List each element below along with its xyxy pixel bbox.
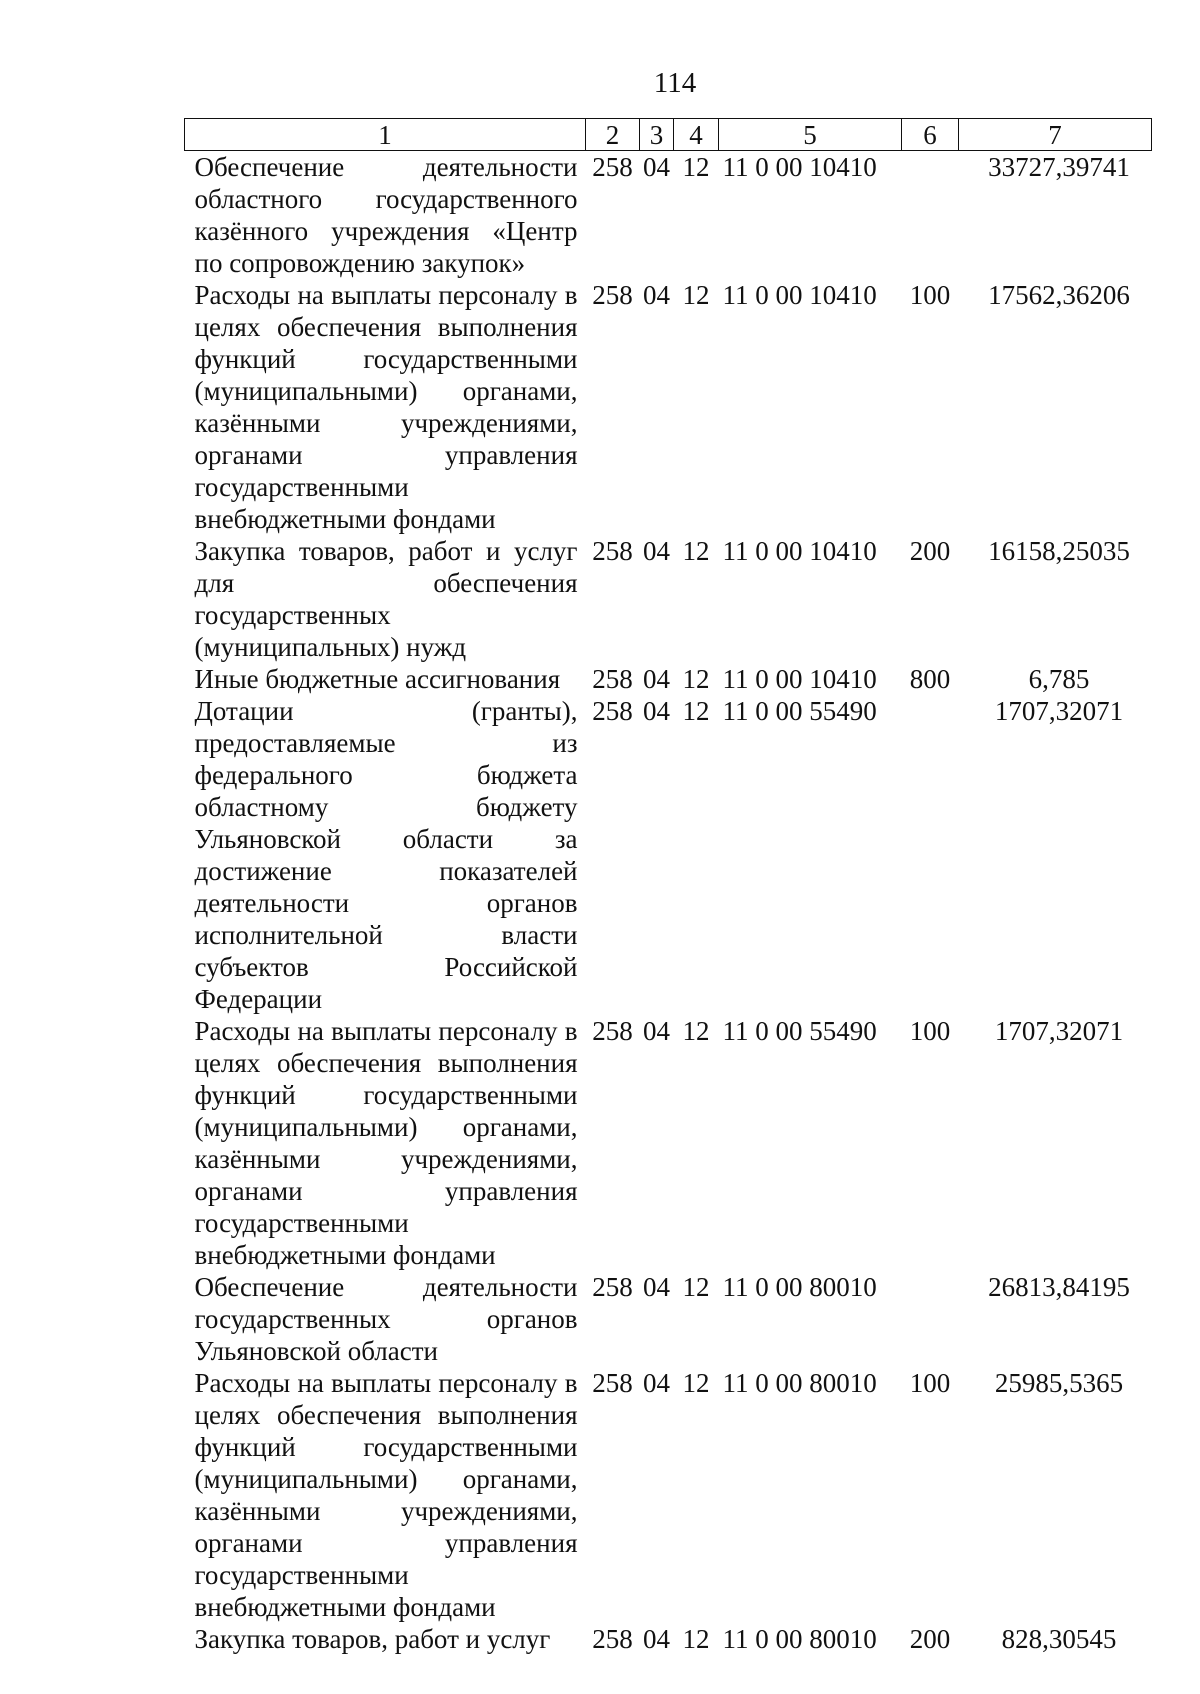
row-subsection-code: 12: [682, 1368, 710, 1398]
table-body: [185, 151, 1152, 1656]
row-section-code: 04: [643, 1272, 670, 1302]
row-amount: 1707,32071: [994, 696, 1124, 726]
row-ministry-code: 258: [592, 1272, 633, 1302]
row-target-code: 11 0 00 10410: [722, 280, 877, 310]
row-target-code: 11 0 00 10410: [722, 152, 877, 182]
row-amount: 16158,25035: [988, 536, 1130, 566]
row-section-code: 04: [643, 152, 670, 182]
row-target-code: 11 0 00 55490: [722, 696, 877, 726]
row-ministry-code: 258: [592, 696, 633, 726]
header-col-1: 1: [185, 119, 586, 151]
budget-table: [184, 118, 1152, 1655]
table-row: [185, 1367, 1152, 1623]
row-section-code: 04: [643, 536, 670, 566]
row-subsection-code: 12: [682, 280, 710, 310]
row-subsection-code: 12: [682, 1624, 710, 1654]
row-expense-type-code: 100: [909, 280, 951, 310]
row-target-code: 11 0 00 55490: [722, 1016, 877, 1046]
row-subsection-code: 12: [682, 152, 710, 182]
header-col-5: 5: [719, 119, 902, 151]
row-expense-type-code: 100: [909, 1016, 951, 1046]
row-amount: 1707,32071: [994, 1016, 1124, 1046]
row-name: Расходы на выплаты персоналу в целях обеспечения выполнения функций государственными (муниципальными) органами, казёнными учреждениями, органами управления государственными внебюджетными фондами: [194, 1016, 578, 1270]
row-subsection-code: 12: [682, 1272, 710, 1302]
table-row: [185, 535, 1152, 663]
row-name: Расходы на выплаты персоналу в целях обеспечения выполнения функций государственными (муниципальными) органами, казёнными учреждениями, органами управления государственными внебюджетными фондами: [194, 1368, 578, 1622]
header-col-6: 6: [902, 119, 959, 151]
row-target-code: 11 0 00 10410: [722, 536, 877, 566]
row-expense-type-code: 200: [909, 536, 951, 566]
table-row: [185, 279, 1152, 535]
row-ministry-code: 258: [592, 664, 633, 694]
table-row: [185, 1015, 1152, 1271]
row-expense-type-code: 100: [909, 1368, 951, 1398]
row-amount: 26813,84195: [988, 1272, 1130, 1302]
row-expense-type-code: 800: [909, 664, 951, 694]
row-name: Закупка товаров, работ и услуг для обеспечения государственных (муниципальных) нужд: [194, 536, 578, 662]
page-number: 114: [653, 67, 697, 99]
row-ministry-code: 258: [592, 280, 633, 310]
row-name: Обеспечение деятельности областного государственного казённого учреждения «Центр по сопровождению закупок»: [194, 152, 578, 278]
row-section-code: 04: [643, 1016, 670, 1046]
row-amount: 25985,5365: [994, 1368, 1124, 1398]
row-expense-type-code: [902, 1271, 959, 1367]
row-target-code: 11 0 00 80010: [722, 1624, 877, 1654]
row-ministry-code: 258: [592, 1624, 633, 1654]
row-ministry-code: 258: [592, 1016, 633, 1046]
row-section-code: 04: [643, 1624, 670, 1654]
row-section-code: 04: [643, 1368, 670, 1398]
row-name: Иные бюджетные ассигнования: [194, 664, 561, 694]
header-col-7: 7: [959, 119, 1152, 151]
row-amount: 828,30545: [1001, 1624, 1117, 1654]
header-col-3: 3: [640, 119, 674, 151]
header-col-2: 2: [586, 119, 640, 151]
table-row: [185, 1623, 1152, 1655]
row-subsection-code: 12: [682, 1016, 710, 1046]
row-expense-type-code: [902, 151, 959, 280]
row-target-code: 11 0 00 80010: [722, 1368, 877, 1398]
header-row: [185, 119, 1152, 151]
header-col-4: 4: [674, 119, 719, 151]
row-ministry-code: 258: [592, 536, 633, 566]
row-section-code: 04: [643, 664, 670, 694]
row-amount: 17562,36206: [988, 280, 1130, 310]
row-ministry-code: 258: [592, 1368, 633, 1398]
row-subsection-code: 12: [682, 536, 710, 566]
row-ministry-code: 258: [592, 152, 633, 182]
row-name: Дотации (гранты), предоставляемые из федерального бюджета областному бюджету Ульяновской области за достижение показателей деятельности органов исполнительной власти субъектов Российской Федерации: [194, 696, 578, 1014]
row-amount: 33727,39741: [988, 152, 1130, 182]
row-expense-type-code: 200: [909, 1624, 951, 1654]
table-row: [185, 151, 1152, 280]
row-section-code: 04: [643, 696, 670, 726]
row-target-code: 11 0 00 10410: [722, 664, 877, 694]
table-row: [185, 663, 1152, 695]
row-target-code: 11 0 00 80010: [722, 1272, 877, 1302]
row-expense-type-code: [902, 695, 959, 1015]
row-name: Обеспечение деятельности государственных органов Ульяновской области: [194, 1272, 578, 1366]
row-subsection-code: 12: [682, 664, 710, 694]
row-subsection-code: 12: [682, 696, 710, 726]
table-row: [185, 695, 1152, 1015]
row-name: Расходы на выплаты персоналу в целях обеспечения выполнения функций государственными (муниципальными) органами, казёнными учреждениями, органами управления государственными внебюджетными фондами: [194, 280, 578, 534]
row-amount: 6,785: [1028, 664, 1090, 694]
table-row: [185, 1271, 1152, 1367]
row-name: Закупка товаров, работ и услуг: [194, 1624, 551, 1654]
row-section-code: 04: [643, 280, 670, 310]
table-header: [185, 119, 1152, 151]
